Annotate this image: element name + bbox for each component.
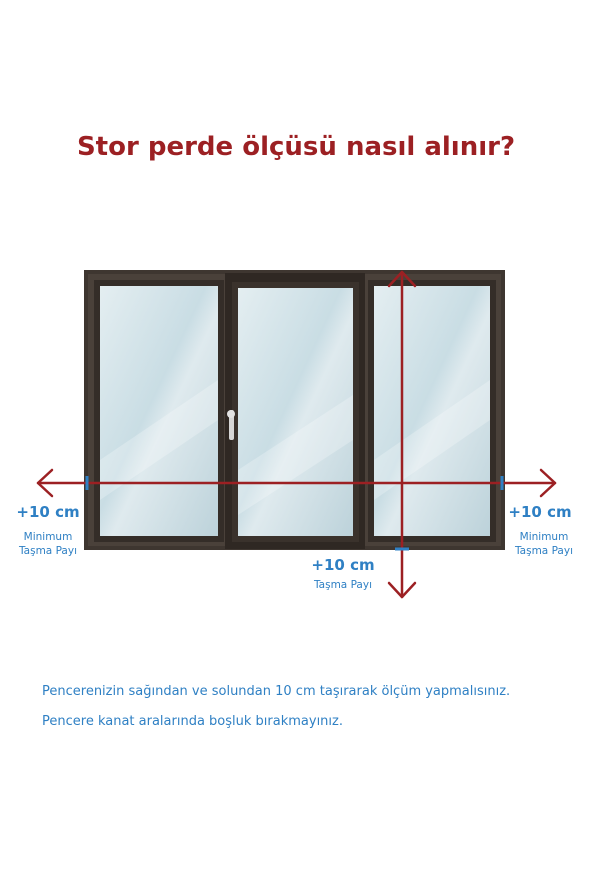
middle-sash [225,273,365,549]
right-overlap-value: +10 cm [508,503,572,521]
left-overlap-caption: Minimum Taşma Payı [18,531,77,557]
right-overlap-caption: Minimum Taşma Payı [514,531,573,557]
instruction-note-2: Pencere kanat aralarında boşluk bırakmayınız. [42,714,343,729]
page-title: Stor perde ölçüsü nasıl alınır? [76,132,516,162]
left-overlap-value: +10 cm [16,503,80,521]
instruction-note-1: Pencerenizin sağından ve solundan 10 cm taşırarak ölçüm yapmalısınız. [42,684,511,699]
bottom-overlap-caption: Taşma Payı [313,579,372,591]
left-pane [94,280,224,542]
bottom-overlap-value: +10 cm [311,556,375,574]
right-pane [368,280,496,542]
